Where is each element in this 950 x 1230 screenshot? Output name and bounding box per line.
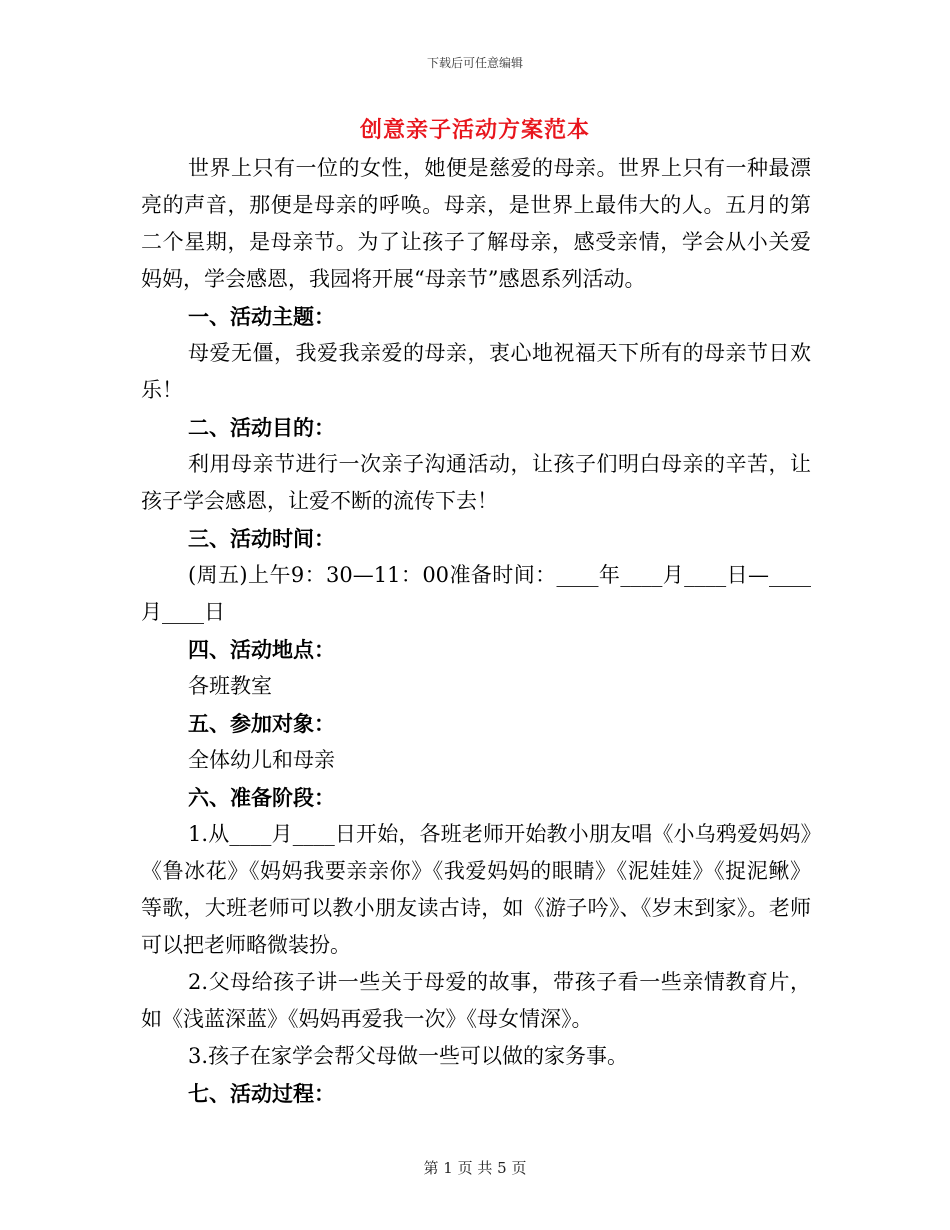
- section-text-participants: 全体幼儿和母亲: [188, 748, 335, 772]
- document-body: [141, 150, 811, 1112]
- section-heading-prep: 六、准备阶段：: [188, 785, 335, 810]
- document-title: 创意亲子活动方案范本: [359, 117, 590, 143]
- intro-paragraph: 世界上只有一位的女性，她便是慈爱的母亲。世界上只有一种最漂亮的声音，那便是母亲的呼唤。母亲，是世界上最伟大的人。五月的第二个星期，是母亲节。为了让孩子了解母亲，感受亲情，学会从小关爱妈妈，学会感恩，我园将开展“母亲节”感恩系列活动。: [141, 156, 811, 291]
- section-text-theme: 母爱无僵，我爱我亲爱的母亲，衷心地祝福天下所有的母亲节日欢乐！: [141, 341, 811, 402]
- section-heading-time: 三、活动时间：: [188, 526, 335, 551]
- header-note: 下载后可任意编辑: [426, 56, 523, 70]
- prep-item: 3.孩子在家学会帮父母做一些可以做的家务事。: [188, 1044, 629, 1068]
- section-heading-goal: 二、活动目的：: [188, 415, 335, 440]
- section-heading-participants: 五、参加对象：: [188, 711, 335, 736]
- prep-item: 2.父母给孩子讲一些关于母爱的故事，带孩子看一些亲情教育片，如《浅蓝深蓝》《妈妈再爱我一次》《母女情深》。: [141, 970, 811, 1031]
- section-text-goal: 利用母亲节进行一次亲子沟通活动，让孩子们明白母亲的辛苦，让孩子学会感恩，让爱不断的流传下去！: [141, 452, 811, 513]
- section-heading-process: 七、活动过程：: [188, 1081, 335, 1106]
- section-heading-place: 四、活动地点：: [188, 637, 335, 662]
- section-text-place: 各班教室: [188, 674, 272, 698]
- section-text-time: (周五)上午9：30—11：00准备时间：____年____月____日—____月____日: [141, 563, 811, 624]
- section-heading-theme: 一、活动主题：: [188, 304, 335, 329]
- page-footer: 第 1 页 共 5 页: [423, 1159, 527, 1177]
- prep-item: 1.从____月____日开始，各班老师开始教小朋友唱《小乌鸦爱妈妈》《鲁冰花》《妈妈我要亲亲你》《我爱妈妈的眼睛》《泥娃娃》《捉泥鳅》等歌，大班老师可以教小朋友读古诗，如《游子吟》、《岁末到家》。老师可以把老师略微装扮。: [141, 822, 811, 957]
